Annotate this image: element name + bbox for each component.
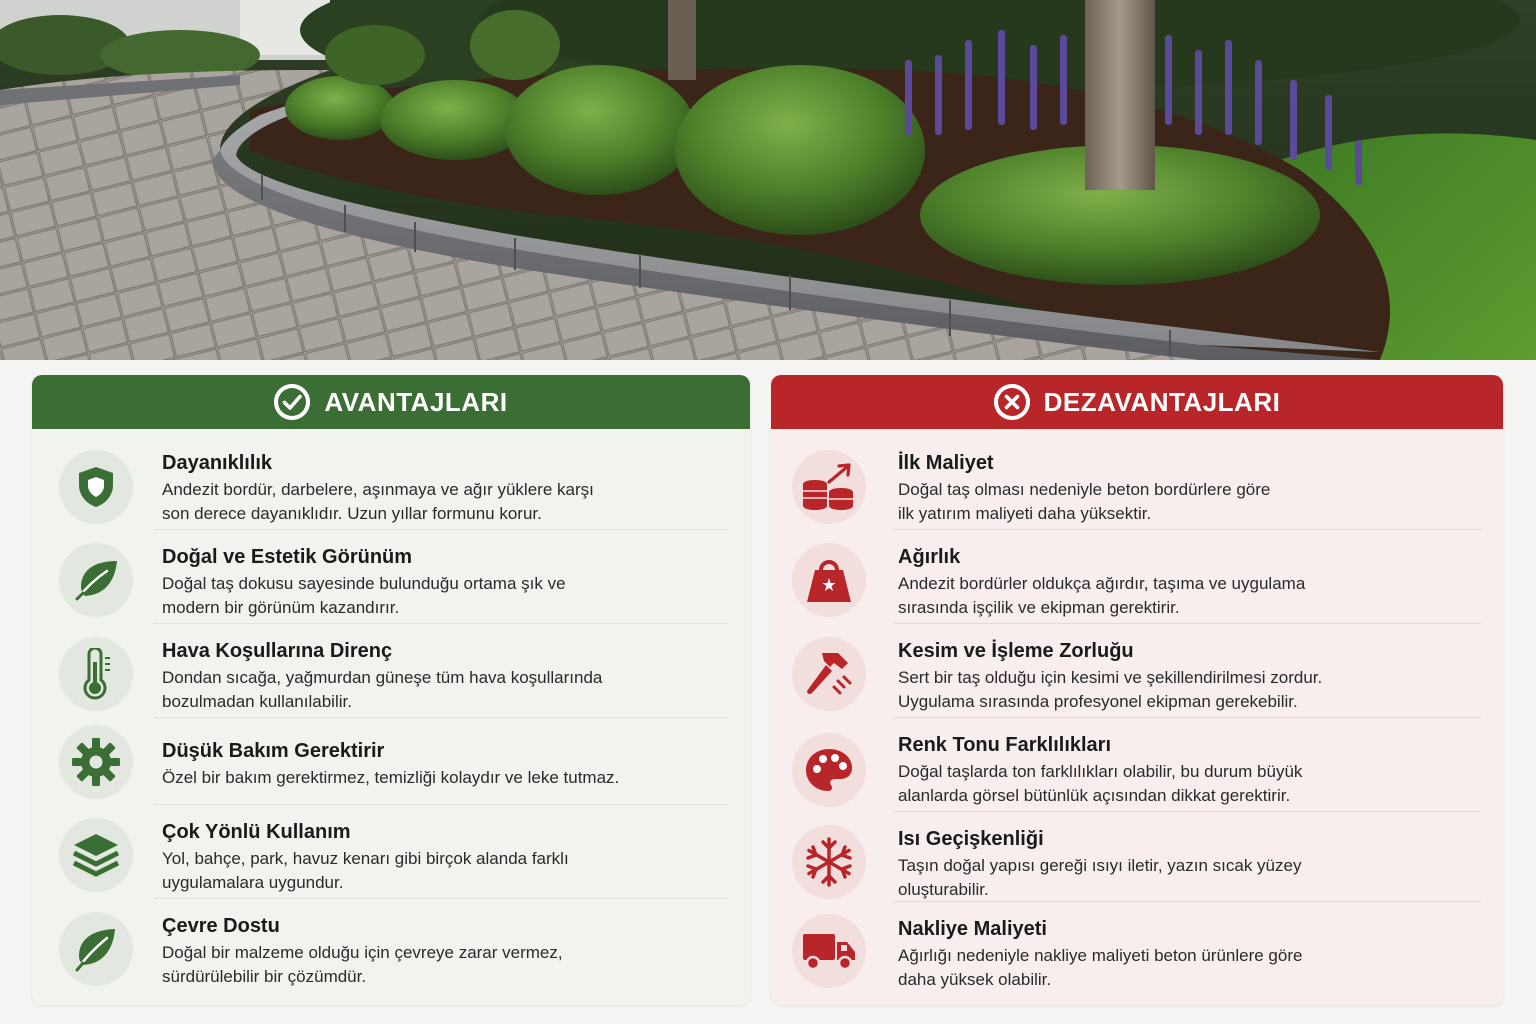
divider — [893, 623, 1481, 624]
advantage-title: Düşük Bakım Gerektirir — [162, 740, 385, 762]
disadvantage-title: İlk Maliyet — [898, 452, 994, 474]
weight-icon — [792, 543, 866, 617]
divider — [893, 811, 1481, 812]
divider — [154, 529, 728, 530]
disadvantage-desc: Andezit bordürler oldukça ağırdır, taşıma ve uygulama sırasında işçilik ve ekipman gerektirir. — [898, 574, 1306, 617]
advantage-item-weather — [32, 627, 750, 721]
disadvantages-header — [771, 375, 1503, 429]
disadvantage-desc: Doğal taş olması nedeniyle beton bordürlere göre ilk yatırım maliyeti daha yüksektir. — [898, 480, 1271, 523]
advantage-desc: Doğal bir malzeme olduğu için çevreye zarar vermez, sürdürülebilir bir çözümdür. — [162, 943, 563, 986]
disadvantage-desc: Doğal taşlarda ton farklılıkları olabilir, bu durum büyük alanlarda görsel bütünlük açısından dikkat gerektirir. — [898, 762, 1303, 805]
shield-icon — [59, 450, 133, 524]
disadvantage-desc: Sert bir taş olduğu için kesimi ve şekillendirilmesi zordur. Uygulama sırasında profesyonel ekipman gerekebilir. — [898, 668, 1323, 711]
advantage-title: Hava Koşullarına Direnç — [162, 640, 393, 662]
hero-garden-photo — [0, 0, 1536, 360]
advantages-title: AVANTAJLARI — [324, 386, 508, 417]
layers-icon — [59, 818, 133, 892]
divider — [154, 717, 728, 718]
disadvantage-title: Renk Tonu Farklılıkları — [898, 734, 1112, 756]
advantage-item-eco — [32, 902, 750, 996]
truck-icon — [792, 914, 866, 988]
disadvantage-desc: Ağırlığı nedeniyle nakliye maliyeti beton ürünlere göre daha yüksek olabilir. — [898, 946, 1303, 989]
disadvantage-item-heat — [771, 815, 1503, 909]
disadvantage-item-color-tone — [771, 721, 1503, 815]
divider — [154, 804, 728, 805]
gear-icon — [59, 725, 133, 799]
advantage-item-durability — [32, 439, 750, 533]
divider — [893, 901, 1481, 902]
disadvantage-desc: Taşın doğal yapısı gereği ısıyı iletir, yazın sıcak yüzey oluşturabilir. — [898, 856, 1302, 899]
disadvantage-title: Ağırlık — [898, 546, 961, 568]
leaf-icon — [59, 543, 133, 617]
advantage-title: Dayanıklılık — [162, 452, 273, 474]
advantage-title: Çok Yönlü Kullanım — [162, 821, 351, 843]
disadvantage-title: Isı Geçişkenliği — [898, 828, 1044, 850]
check-circle-icon — [274, 384, 310, 420]
advantage-desc: Doğal taş dokusu sayesinde bulunduğu ortama şık ve modern bir görünüm kazandırır. — [162, 574, 566, 617]
disadvantage-title: Kesim ve İşleme Zorluğu — [898, 640, 1134, 662]
advantage-item-aesthetic — [32, 533, 750, 627]
hammer-icon — [792, 637, 866, 711]
advantage-title: Doğal ve Estetik Görünüm — [162, 546, 413, 568]
thermometer-icon — [59, 637, 133, 711]
disadvantages-panel — [771, 375, 1503, 1005]
disadvantage-title: Nakliye Maliyeti — [898, 918, 1047, 940]
advantages-header — [32, 375, 750, 429]
advantage-desc: Dondan sıcağa, yağmurdan güneşe tüm hava koşullarında bozulmadan kullanılabilir. — [162, 668, 603, 711]
divider — [893, 529, 1481, 530]
disadvantage-item-cutting — [771, 627, 1503, 721]
divider — [154, 623, 728, 624]
disadvantage-item-shipping — [771, 905, 1503, 999]
advantage-desc: Yol, bahçe, park, havuz kenarı gibi birçok alanda farklı uygulamalara uygundur. — [162, 849, 569, 892]
advantage-item-low-maintenance — [32, 721, 750, 815]
advantages-panel — [32, 375, 750, 1005]
advantage-item-versatile — [32, 808, 750, 902]
advantage-desc: Özel bir bakım gerektirmez, temizliği kolaydır ve leke tutmaz. — [162, 768, 620, 787]
coins-rising-icon — [792, 450, 866, 524]
disadvantage-item-initial-cost — [771, 439, 1503, 533]
disadvantages-title: DEZAVANTAJLARI — [1043, 386, 1281, 417]
eco-leaf-icon — [59, 912, 133, 986]
disadvantage-item-weight — [771, 533, 1503, 627]
advantage-desc: Andezit bordür, darbelere, aşınmaya ve ağır yüklere karşı son derece dayanıklıdır. Uzun yıllar formunu korur. — [162, 480, 594, 523]
divider — [893, 717, 1481, 718]
x-circle-icon — [994, 384, 1030, 420]
divider — [154, 898, 728, 899]
snowflake-icon — [792, 825, 866, 899]
advantage-title: Çevre Dostu — [162, 915, 280, 937]
palette-icon — [792, 733, 866, 807]
